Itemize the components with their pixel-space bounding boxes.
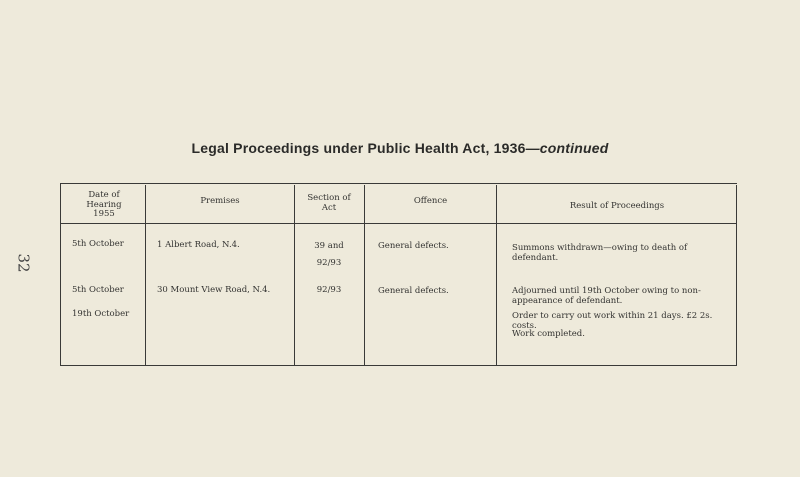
page-title-suffix: —continued: [525, 140, 609, 156]
row2-date: 5th October: [72, 285, 124, 295]
page-title: [0, 140, 800, 156]
header-offence: Offence: [413, 196, 448, 206]
row1-premises: 1 Albert Road, N.4.: [157, 240, 240, 250]
row2-premises: 30 Mount View Road, N.4.: [157, 285, 271, 295]
row1-date: 5th October: [72, 239, 124, 249]
column-divider-1: [145, 185, 146, 366]
header-date: Date of Hearing 1955: [86, 190, 122, 219]
row2-section: 92/93: [316, 285, 342, 295]
row3-result-line2: Work completed.: [512, 329, 585, 339]
page-number: 32: [14, 253, 33, 273]
row1-offence: General defects.: [378, 241, 449, 251]
column-divider-3: [364, 185, 365, 366]
row2-result: Adjourned until 19th October owing to non-appearance of defendant.: [512, 286, 701, 306]
row3-date: 19th October: [72, 309, 130, 319]
header-result: Result of Proceedings: [569, 201, 665, 211]
row3-result-line1: Order to carry out work within 21 days. £2 2s. costs.: [512, 311, 713, 331]
header-section: Section of Act: [307, 193, 351, 213]
row1-result: Summons withdrawn—owing to death of defendant.: [512, 243, 688, 263]
table-header-rule: [60, 223, 737, 224]
table-left-border: [60, 183, 61, 366]
table-bottom-rule: [60, 365, 737, 366]
table-top-rule: [60, 183, 737, 184]
header-premises: Premises: [200, 196, 240, 206]
column-divider-2: [294, 185, 295, 366]
proceedings-table: [60, 183, 737, 366]
row1-section-line1: 39 and: [314, 241, 344, 251]
row2-offence: General defects.: [378, 286, 449, 296]
column-divider-4: [496, 185, 497, 366]
table-right-border: [736, 185, 737, 366]
page-title-main: Legal Proceedings under Public Health Act, 1936: [191, 140, 526, 156]
row1-section-line2: 92/93: [316, 258, 342, 268]
